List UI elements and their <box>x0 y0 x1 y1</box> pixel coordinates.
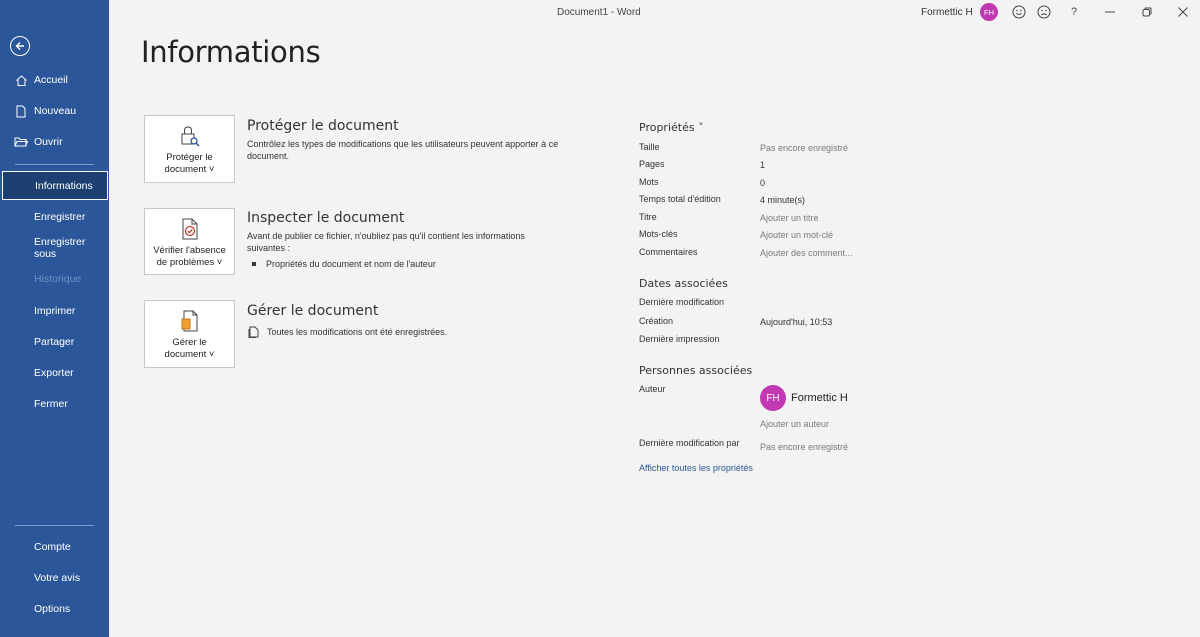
restore-icon[interactable] <box>1139 4 1155 20</box>
close-icon[interactable] <box>1175 4 1191 20</box>
sidebar-item-label: Enregistrer <box>34 211 86 223</box>
sidebar-item-new[interactable] <box>0 97 109 125</box>
sidebar-item-account[interactable] <box>0 533 109 561</box>
saved-document-icon <box>248 326 259 338</box>
section-description: Contrôlez les types de modifications que les utilisateurs peuvent apporter à ce document. <box>247 139 559 161</box>
backstage-sidebar <box>0 0 109 637</box>
sidebar-item-label: Enregistrer sous <box>34 236 86 260</box>
home-icon <box>14 73 28 87</box>
sidebar-item-feedback[interactable] <box>0 564 109 592</box>
prop-value: Aujourd'hui, 10:53 <box>760 317 833 327</box>
lock-search-icon <box>178 124 202 148</box>
inspect-bullet: Propriétés du document et nom de l'auteur <box>252 259 436 269</box>
sidebar-item-close[interactable] <box>0 390 109 418</box>
sidebar-item-label: Partager <box>34 336 75 348</box>
dates-heading: Dates associées <box>639 277 728 290</box>
help-icon[interactable]: ? <box>1070 6 1078 18</box>
prop-value: Pas encore enregistré <box>760 143 849 153</box>
keywords-field[interactable]: Ajouter un mot-clé <box>760 230 834 240</box>
document-check-icon <box>178 217 202 241</box>
sidebar-item-save[interactable] <box>0 203 109 231</box>
title-field[interactable]: Ajouter un titre <box>760 213 819 223</box>
sidebar-item-label: Accueil <box>34 74 68 86</box>
section-title: Protéger le document <box>247 118 399 134</box>
sidebar-item-print[interactable] <box>0 297 109 325</box>
author-entry[interactable] <box>760 385 848 411</box>
tile-label: Vérifier l'absence de problèmes ˅ <box>153 245 226 268</box>
check-issues-button[interactable] <box>144 208 235 275</box>
section-description: Avant de publier ce fichier, n'oubliez pas qu'il contient les informations suivantes : <box>247 231 525 253</box>
sidebar-item-label: Nouveau <box>34 105 77 117</box>
sidebar-item-label: Exporter <box>34 367 74 379</box>
sidebar-divider <box>15 525 94 526</box>
section-title: Gérer le document <box>247 303 379 319</box>
minimize-icon[interactable] <box>1102 4 1118 20</box>
sidebar-item-label: Options <box>34 603 71 615</box>
prop-label: Mots-clés <box>639 229 678 239</box>
prop-label: Dernière modification par <box>639 438 740 448</box>
prop-label: Création <box>639 316 674 326</box>
sidebar-item-label: Historique <box>34 273 82 285</box>
bullet-icon <box>252 262 256 266</box>
save-status: Toutes les modifications ont été enregistrées. <box>248 326 447 338</box>
prop-label: Titre <box>639 212 657 222</box>
prop-label: Dernière impression <box>639 334 720 344</box>
sidebar-item-export[interactable] <box>0 359 109 387</box>
sidebar-item-home[interactable] <box>0 66 109 94</box>
sidebar-item-label: Imprimer <box>34 305 76 317</box>
prop-label: Pages <box>639 159 665 169</box>
page-title: Informations <box>141 35 321 69</box>
sidebar-divider <box>15 164 94 165</box>
sidebar-item-save-as[interactable] <box>0 234 109 262</box>
comments-field[interactable]: Ajouter des comment... <box>760 248 853 258</box>
frown-feedback-icon[interactable] <box>1036 4 1052 20</box>
prop-value: 1 <box>760 160 766 170</box>
prop-label: Auteur <box>639 384 666 394</box>
sidebar-item-info[interactable] <box>2 171 108 200</box>
manage-document-icon <box>178 309 202 333</box>
tile-label: Gérer le document ˅ <box>164 337 215 360</box>
author-name: Formettic H <box>791 392 848 404</box>
properties-dropdown[interactable]: Propriétés ˅ <box>639 121 704 134</box>
prop-value: Pas encore enregistré <box>760 442 849 452</box>
prop-value: 0 <box>760 178 766 188</box>
sidebar-item-share[interactable] <box>0 328 109 356</box>
window-title: Document1 - Word <box>557 7 641 18</box>
sidebar-item-label: Votre avis <box>34 572 81 584</box>
prop-label: Dernière modification <box>639 297 725 307</box>
add-author-field[interactable]: Ajouter un auteur <box>760 419 830 429</box>
sidebar-item-label: Informations <box>35 179 93 192</box>
title-bar <box>109 0 1200 26</box>
prop-label: Mots <box>639 177 659 187</box>
sidebar-item-label: Fermer <box>34 398 68 410</box>
avatar: FH <box>760 385 786 411</box>
back-arrow-icon[interactable] <box>10 36 30 56</box>
new-document-icon <box>14 104 28 118</box>
sidebar-item-history <box>0 265 109 293</box>
show-all-properties-link[interactable]: Afficher toutes les propriétés <box>639 463 753 473</box>
sidebar-item-label: Compte <box>34 541 71 553</box>
people-heading: Personnes associées <box>639 364 753 377</box>
tile-label: Protéger le document ˅ <box>164 152 215 175</box>
prop-label: Taille <box>639 142 660 152</box>
section-title: Inspecter le document <box>247 210 405 226</box>
folder-icon <box>14 135 28 149</box>
sidebar-item-open[interactable] <box>0 128 109 156</box>
protect-document-button[interactable] <box>144 115 235 183</box>
prop-label: Temps total d'édition <box>639 194 721 204</box>
sidebar-item-options[interactable] <box>0 595 109 623</box>
sidebar-item-label: Ouvrir <box>34 136 63 148</box>
manage-document-button[interactable] <box>144 300 235 368</box>
account-name[interactable]: Formettic H <box>921 7 973 18</box>
account-avatar[interactable]: FH <box>980 3 998 21</box>
prop-label: Commentaires <box>639 247 698 257</box>
smile-feedback-icon[interactable] <box>1011 4 1027 20</box>
prop-value: 4 minute(s) <box>760 195 806 205</box>
